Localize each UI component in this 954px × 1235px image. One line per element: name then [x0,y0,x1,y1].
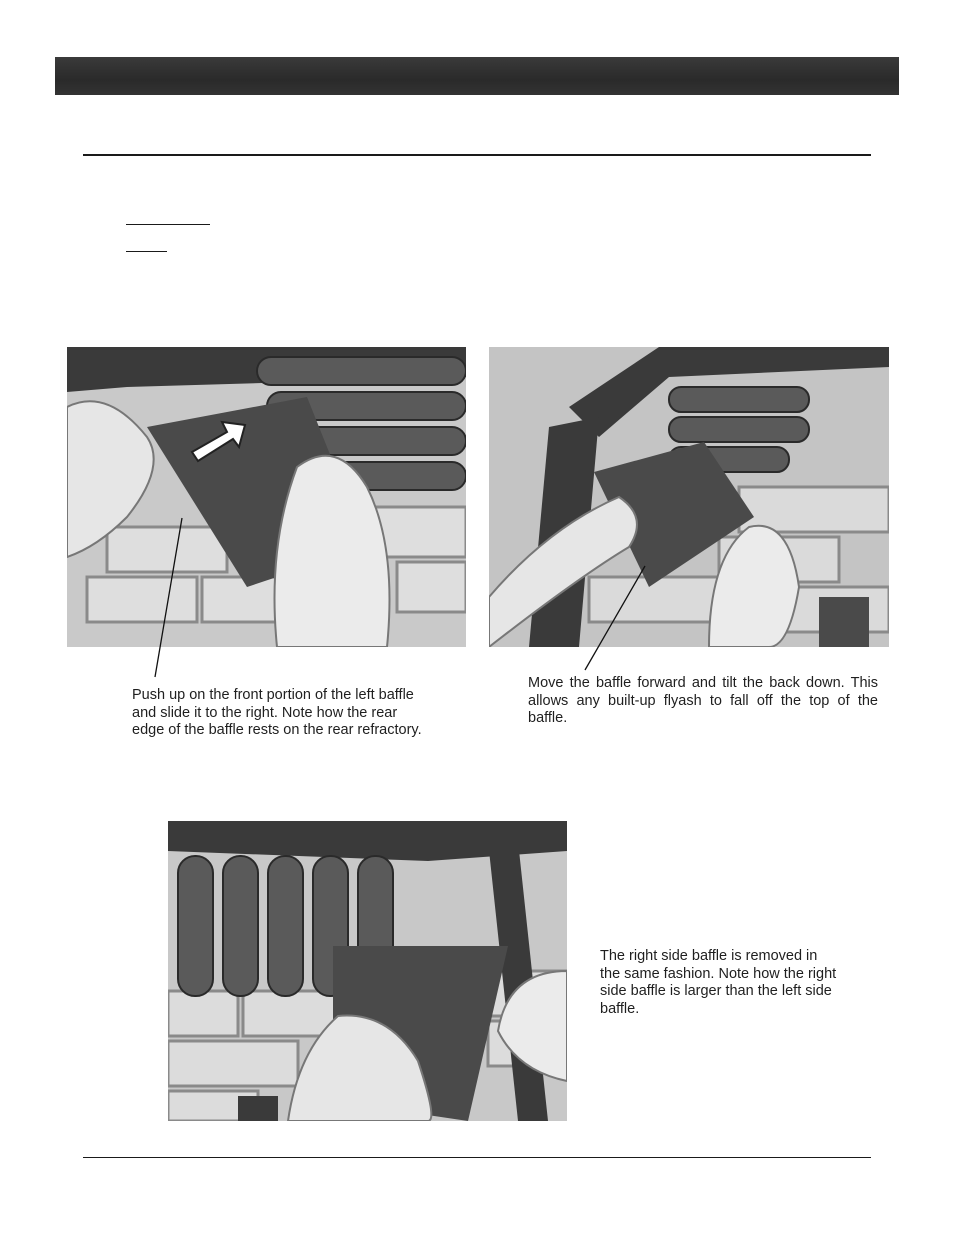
photo-right-baffle [168,821,567,1121]
underline-mark-1 [126,224,210,225]
top-rule [83,154,871,156]
photo-tilt-baffle [489,347,889,647]
underline-mark-2 [126,251,167,252]
header-bar [55,57,899,95]
photo-left-baffle [67,347,466,647]
caption-right-baffle: The right side baffle is removed in the same fashion. Note how the right side baffle is larger than the left side baffle. [600,948,837,1017]
bottom-rule [83,1157,871,1158]
caption-tilt-baffle: Move the baffle forward and tilt the back down. This allows any built-up flyash to fall off the top of the baffle. [528,675,878,726]
caption-left-baffle: Push up on the front portion of the left baffle and slide it to the right. Note how the rear edge of the baffle rests on the rear refractory. [132,687,422,738]
